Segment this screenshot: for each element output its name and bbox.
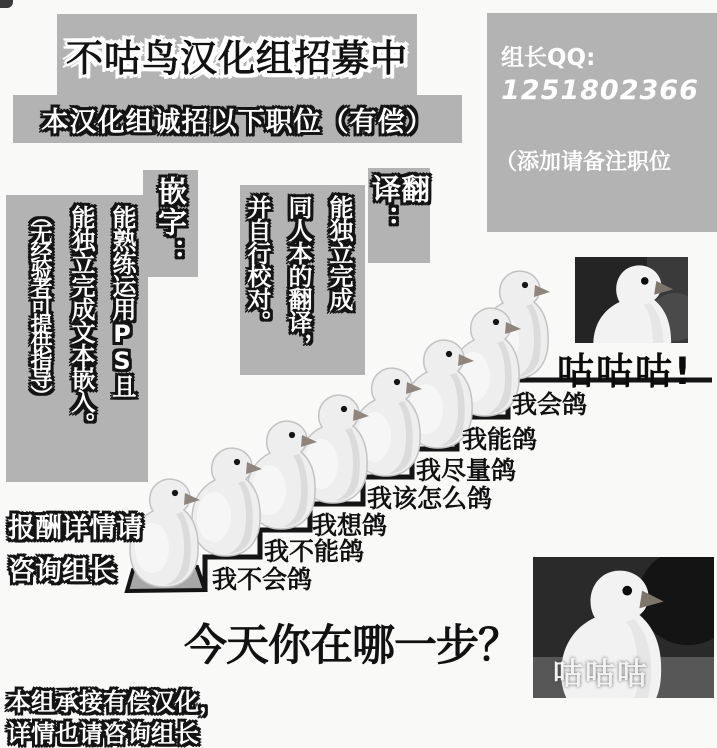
note-pay-line2: 咨询组长 — [8, 556, 116, 587]
contact-label: 组长QQ: — [501, 45, 596, 71]
pigeon-photo-bottom — [533, 557, 714, 698]
requirement-line: 并自行校对。 — [243, 195, 271, 333]
step-label-3: 我尽量鸽 — [416, 456, 517, 485]
pigeon-photo-top-image — [575, 257, 688, 343]
requirement-line: 能独立完成文本嵌入。 — [67, 205, 95, 435]
note-service-line2: 详情也请咨询组长 — [7, 720, 199, 748]
contact-note: （添加请备注职位 — [495, 150, 672, 175]
pigeon-caption-bottom: 咕咕咕 — [553, 657, 649, 692]
step-label-7: 我不会鸽 — [212, 565, 313, 594]
requirement-line: （无经验者可提供指导） — [27, 205, 52, 403]
pigeon-photo-top — [575, 257, 688, 343]
step-label-4: 我该怎么鸽 — [367, 484, 493, 513]
requirement-line: 同人本的翻译， — [284, 195, 312, 356]
step-label-5: 我想鸽 — [312, 511, 388, 540]
step-label-1: 我会鸽 — [512, 390, 588, 419]
note-service-line1: 本组承接有偿汉化， — [7, 688, 223, 716]
pigeon-cutout — [192, 448, 262, 556]
pigeon-caption-top: 咕咕咕! — [557, 350, 693, 393]
banner-subtitle-text: 本汉化组诚招以下职位（有偿） — [41, 106, 434, 138]
banner-title-text: 不咕鸟汉化组招募中 — [66, 36, 408, 80]
contact-qq-number: 1251802366 — [501, 75, 699, 106]
position-typesetter-title: 嵌字： — [154, 176, 188, 269]
requirement-line: 能独立完成 — [325, 195, 353, 310]
step-label-6: 我不能鸽 — [264, 537, 365, 566]
position-translator-title: 翻译： — [368, 174, 431, 236]
requirement-line: 能熟练运用PS且 — [108, 205, 136, 397]
note-pay-line1: 报酬详情请 — [8, 513, 143, 544]
step-label-2: 我能鸽 — [462, 425, 538, 454]
question-text: 今天你在哪一步？ — [184, 621, 520, 671]
